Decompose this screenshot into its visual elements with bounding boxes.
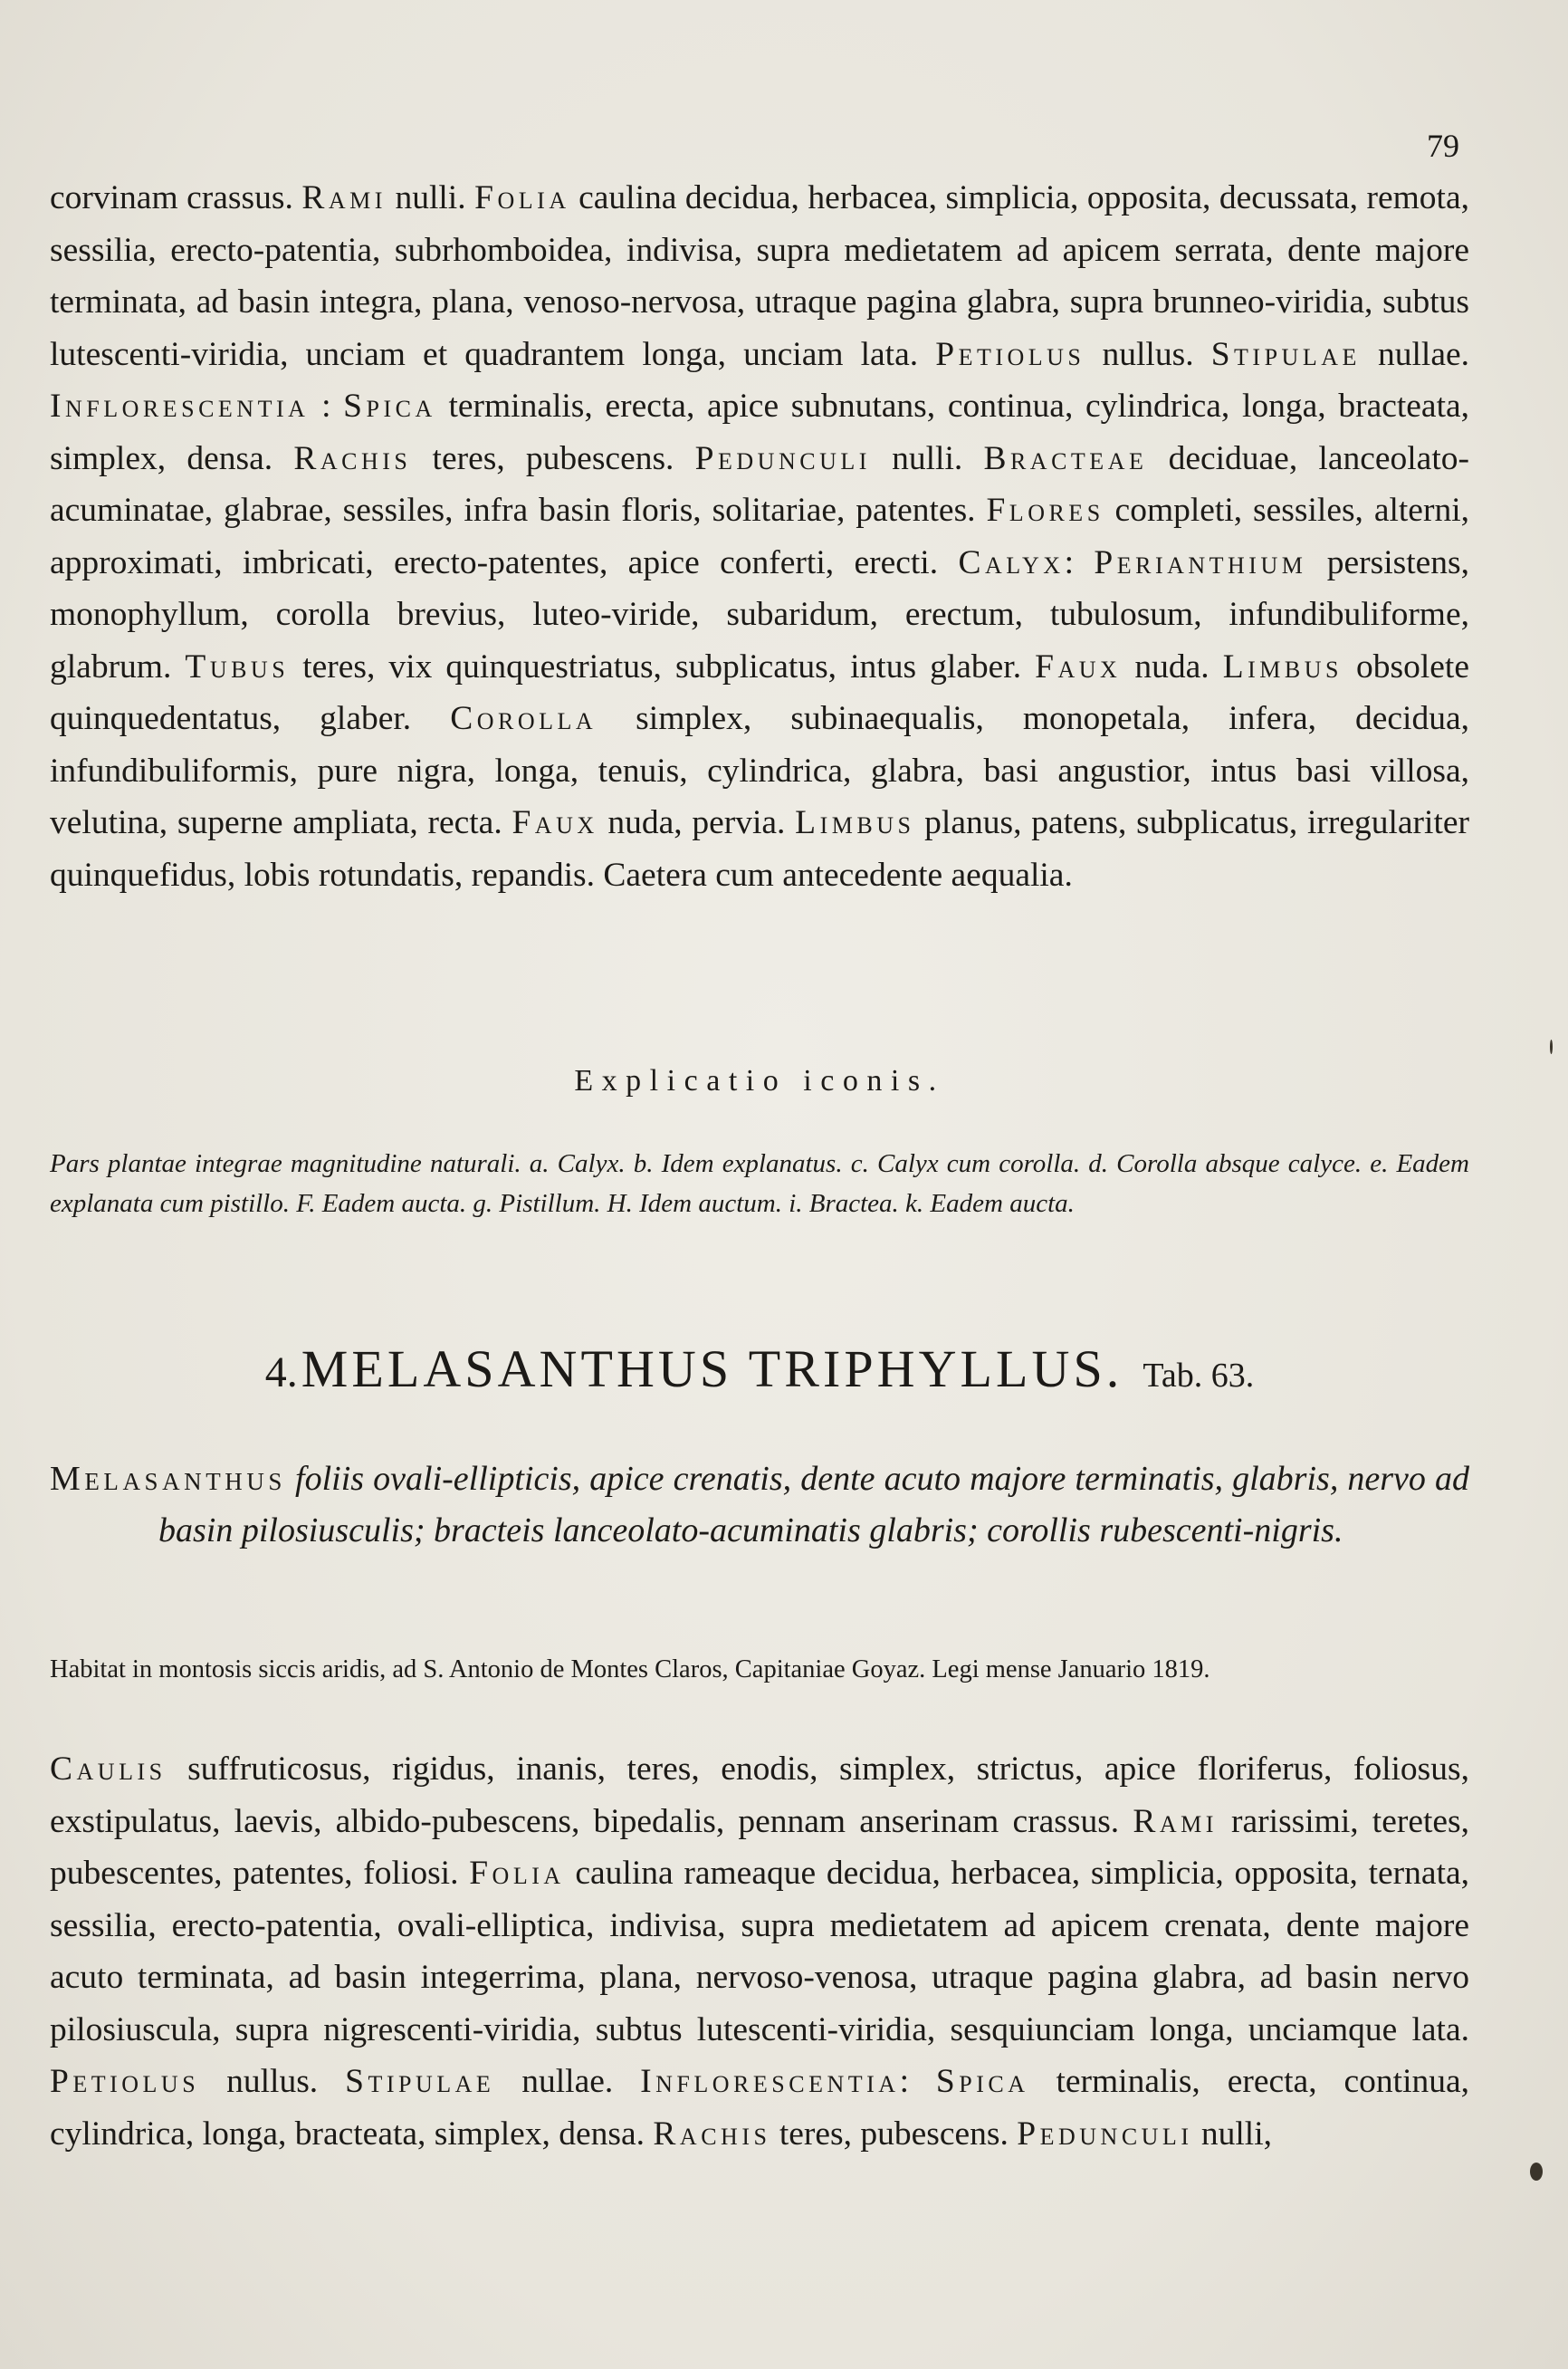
text-run: rarissimi, teretes, pubescentes, patentes, foliosi. bbox=[50, 1802, 1469, 1892]
text-run: Bracteae bbox=[983, 439, 1148, 477]
text-run: deciduae, lanceolato-acuminatae, glabrae, sessiles, infra basin floris, solitariae, patentes. bbox=[50, 439, 1469, 529]
diagnosis-run: foliis ovali-ellipticis, apice crenatis, dente acuto majore terminatis, glabris, nervo ad basin pilosiusculis; bracteis lanceolato-acuminatis glabris; corollis rubescenti-nigris. bbox=[158, 1460, 1470, 1549]
top-paragraph-block bbox=[50, 172, 1469, 901]
text-run: Spica bbox=[935, 2063, 1029, 2100]
species-diagnosis bbox=[50, 1453, 1469, 1557]
caption-heading: Explicatio iconis. bbox=[574, 1064, 945, 1098]
text-run: Stipulae bbox=[345, 2063, 495, 2100]
text-run: Rami bbox=[301, 179, 387, 216]
text-run: Folia bbox=[474, 179, 570, 216]
diagnosis-run bbox=[286, 1460, 295, 1498]
text-run: teres, pubescens. bbox=[411, 439, 695, 477]
text-run: nulli. bbox=[386, 179, 475, 216]
text-run: Rachis bbox=[293, 439, 412, 477]
text-run: caulina decidua, herbacea, simplicia, opposita, decussata, remota, sessilia, erecto-patentia, subrhomboidea, indivisa, supra medietatem ad apicem serrata, dente majore terminata, ad basin integra, plana, venoso-nervosa, utraque pagina glabra, supra brunneo-viridia, subtus lutescenti-viridia, unciam et quadrantem longa, unciam lata. bbox=[50, 179, 1469, 373]
text-run: planus, patens, subplicatus, irregulariter quinquefidus, lobis rotundatis, repandis. Caetera cum antecedente aequalia. bbox=[50, 804, 1469, 894]
text-run: Tubus bbox=[185, 647, 290, 686]
text-run: Corolla bbox=[450, 700, 598, 737]
ink-mark bbox=[1530, 2163, 1543, 2181]
top-paragraph bbox=[50, 172, 1469, 901]
diagnosis-run: Melasanthus bbox=[50, 1460, 286, 1498]
text-run: obsolete quinquedentatus, glaber. bbox=[50, 647, 1469, 737]
text-run: terminalis, erecta, continua, cylindrica, longa, bracteata, simplex, densa. bbox=[50, 2063, 1470, 2153]
text-run: Flores bbox=[986, 492, 1104, 529]
text-run: nuda, pervia. bbox=[598, 804, 796, 841]
text-run: corvinam crassus. bbox=[50, 179, 302, 216]
species-number: 4. bbox=[264, 1348, 298, 1396]
text-run: : bbox=[899, 2063, 936, 2100]
text-run: Inflorescentia bbox=[640, 2063, 900, 2100]
text-run: nuda. bbox=[1121, 647, 1223, 686]
species-name: MELASANTHUS TRIPHYLLUS. bbox=[301, 1339, 1123, 1398]
plate-reference: Tab. 63. bbox=[1143, 1357, 1255, 1395]
text-run: Perianthium bbox=[1094, 543, 1307, 581]
paper-blemish bbox=[1550, 1040, 1553, 1054]
bottom-paragraph bbox=[50, 1743, 1469, 2160]
page-number: 79 bbox=[1427, 128, 1459, 164]
text-run: Faux bbox=[512, 804, 598, 841]
text-run: Spica bbox=[343, 388, 436, 425]
text-run: terminalis, erecta, apice subnutans, continua, cylindrica, longa, bracteata, simplex, densa. bbox=[50, 388, 1470, 477]
text-run: Faux bbox=[1035, 647, 1122, 686]
text-run: Folia bbox=[469, 1855, 565, 1892]
text-run: nullus. bbox=[1085, 335, 1211, 373]
text-run: : bbox=[309, 388, 344, 425]
text-run: teres, pubescens. bbox=[770, 2115, 1018, 2153]
text-run: nullus. bbox=[199, 2063, 346, 2100]
text-run: Rachis bbox=[653, 2115, 771, 2153]
text-run: Rami bbox=[1133, 1802, 1218, 1840]
text-run: nullae. bbox=[494, 2063, 641, 2100]
text-run: Limbus bbox=[1222, 647, 1343, 686]
text-run: caulina rameaque decidua, herbacea, simplicia, opposita, ternata, sessilia, erecto-patentia, ovali-elliptica, indivisa, supra medietatem ad apicem crenata, dente majore acuto terminata, ad basin integerrima, plana, nervoso-venosa, utraque pagina glabra, ad basin nervo pilosiuscula, supra nigrescenti-viridia, subtus lutescenti-viridia, sesquiunciam longa, unciamque lata. bbox=[50, 1855, 1470, 2048]
text-run: Limbus bbox=[795, 804, 915, 841]
text-run: completi, sessiles, alterni, approximati, imbricati, erecto-patentes, apice conferti, erecti. bbox=[50, 492, 1469, 581]
text-run: Pedunculi bbox=[694, 439, 871, 477]
text-run: Petiolus bbox=[50, 2063, 200, 2100]
text-run: simplex, subinaequalis, monopetala, infera, decidua, infundibuliformis, pure nigra, longa, tenuis, cylindrica, glabra, basi angustior, intus basi villosa, velutina, superne ampliata, recta. bbox=[50, 700, 1469, 841]
text-run: nullae. bbox=[1360, 335, 1469, 373]
species-heading bbox=[50, 1338, 1469, 1399]
text-run: suffruticosus, rigidus, inanis, teres, enodis, simplex, strictus, apice floriferus, foliosus, exstipulatus, laevis, albido-pubescens, bipedalis, pennam anserinam crassus. bbox=[50, 1750, 1469, 1840]
text-run: teres, vix quinquestriatus, subplicatus, intus glaber. bbox=[289, 647, 1036, 686]
text-run: Inflorescentia bbox=[50, 388, 310, 425]
bottom-paragraph-block bbox=[50, 1743, 1469, 2160]
text-run: Petiolus bbox=[935, 335, 1085, 373]
habitat-note: Habitat in montosis siccis aridis, ad S. Antonio de Montes Claros, Capitaniae Goyaz. Legi mense Januario 1819. bbox=[50, 1655, 1210, 1683]
text-run: Caulis bbox=[50, 1750, 167, 1788]
plate-caption: Pars plantae integrae magnitudine naturali. a. Calyx. b. Idem explanatus. c. Calyx cum corolla. d. Corolla absque calyce. e. Eadem explanata cum pistillo. F. Eadem aucta. g. Pistillum. H. Idem auctum. i. Bractea. k. Eadem aucta. bbox=[50, 1149, 1469, 1218]
text-run: persistens, monophyllum, corolla brevius, luteo-viride, subaridum, erectum, tubulosum, infundibuliforme, glabrum. bbox=[50, 543, 1469, 686]
text-run: Stipulae bbox=[1210, 335, 1361, 373]
text-run: nulli, bbox=[1192, 2115, 1272, 2153]
text-run: nulli. bbox=[870, 439, 984, 477]
text-run: Calyx bbox=[958, 543, 1065, 581]
text-run: : bbox=[1064, 543, 1095, 581]
text-run: Pedunculi bbox=[1017, 2115, 1193, 2153]
